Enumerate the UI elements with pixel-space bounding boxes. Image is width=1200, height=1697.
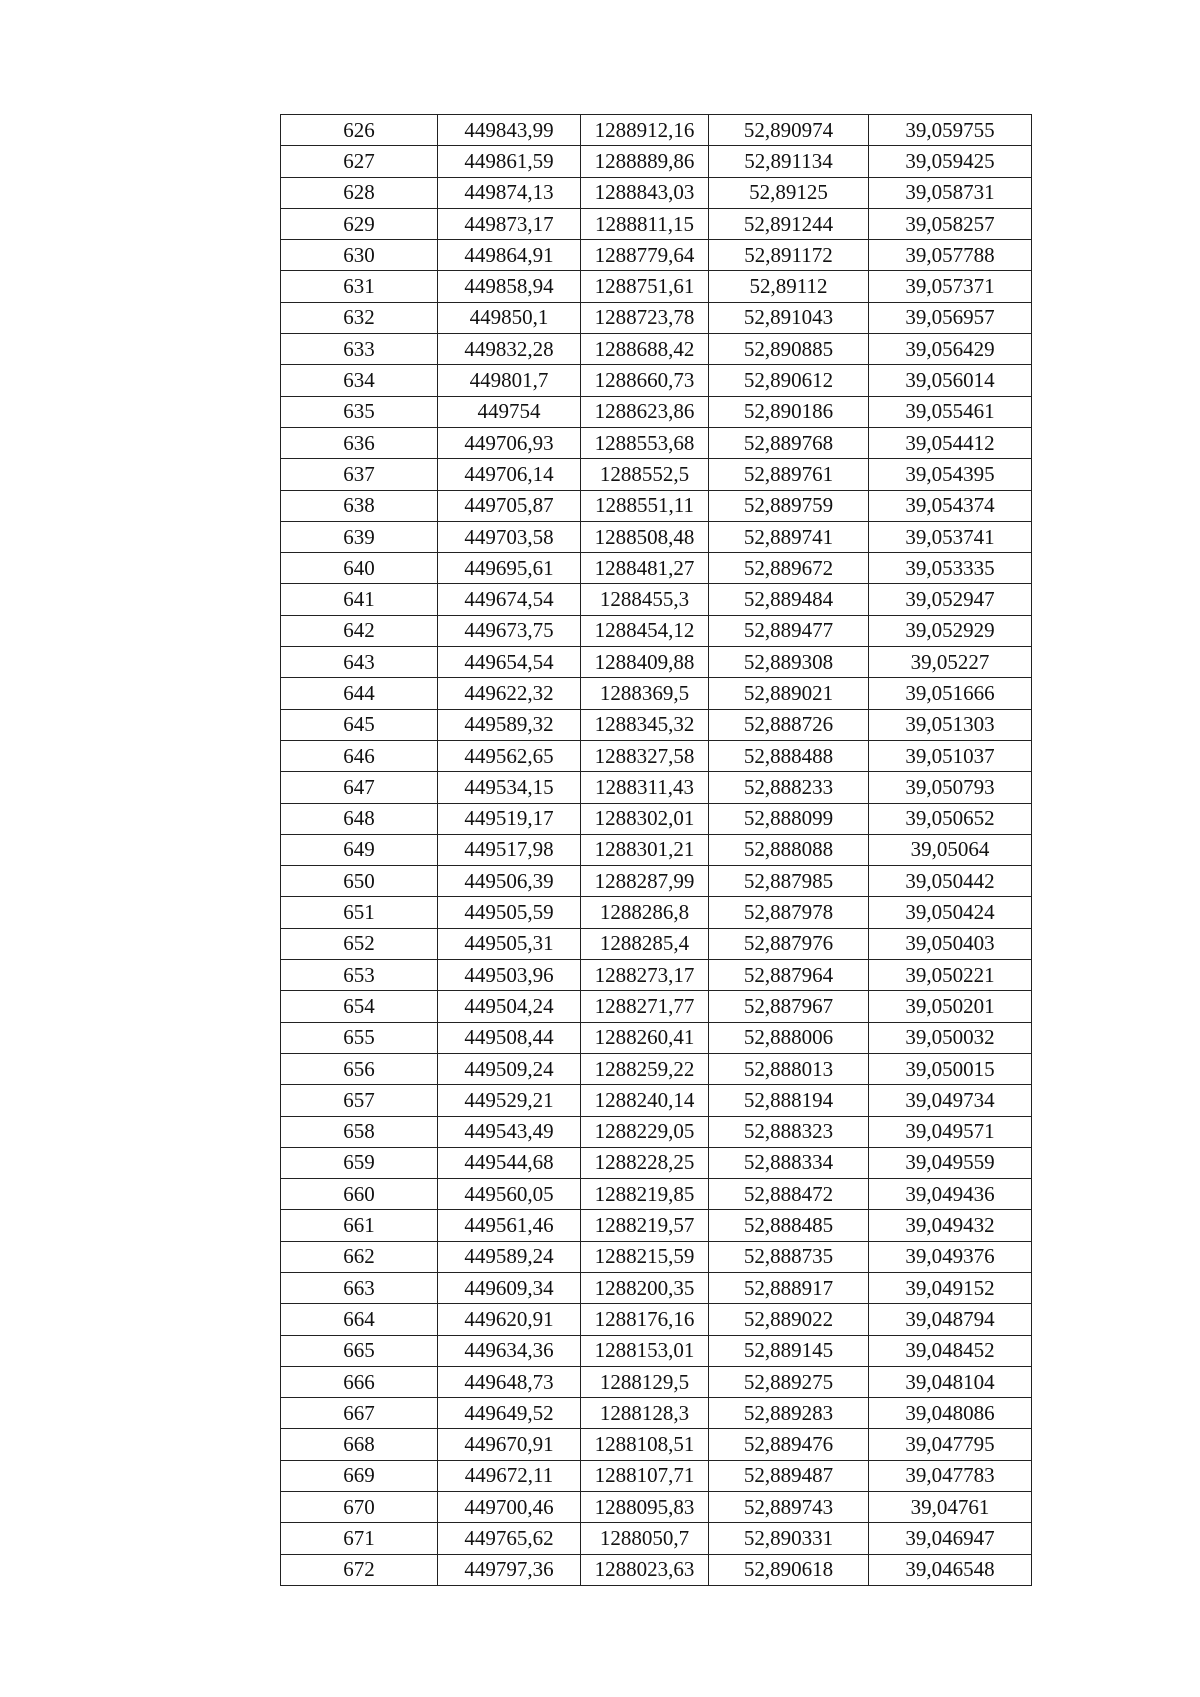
table-row xyxy=(281,1304,1032,1335)
point-number-cell: 646 xyxy=(281,740,438,771)
point-number-cell: 633 xyxy=(281,334,438,365)
longitude-cell: 39,051666 xyxy=(869,678,1032,709)
latitude-cell: 52,889761 xyxy=(709,459,869,490)
latitude-cell: 52,888488 xyxy=(709,740,869,771)
table-row xyxy=(281,1116,1032,1147)
x-coordinate-cell: 449754 xyxy=(438,396,581,427)
y-coordinate-cell: 1288285,4 xyxy=(581,928,709,959)
table-row xyxy=(281,991,1032,1022)
x-coordinate-cell: 449858,94 xyxy=(438,271,581,302)
point-number-cell: 632 xyxy=(281,302,438,333)
longitude-cell: 39,049734 xyxy=(869,1085,1032,1116)
x-coordinate-cell: 449648,73 xyxy=(438,1366,581,1397)
x-coordinate-cell: 449609,34 xyxy=(438,1272,581,1303)
longitude-cell: 39,050652 xyxy=(869,803,1032,834)
x-coordinate-cell: 449832,28 xyxy=(438,334,581,365)
longitude-cell: 39,05064 xyxy=(869,834,1032,865)
table-row xyxy=(281,553,1032,584)
point-number-cell: 650 xyxy=(281,866,438,897)
y-coordinate-cell: 1288552,5 xyxy=(581,459,709,490)
latitude-cell: 52,888099 xyxy=(709,803,869,834)
longitude-cell: 39,051303 xyxy=(869,709,1032,740)
y-coordinate-cell: 1288345,32 xyxy=(581,709,709,740)
longitude-cell: 39,059425 xyxy=(869,146,1032,177)
y-coordinate-cell: 1288095,83 xyxy=(581,1492,709,1523)
point-number-cell: 659 xyxy=(281,1147,438,1178)
y-coordinate-cell: 1288688,42 xyxy=(581,334,709,365)
latitude-cell: 52,889672 xyxy=(709,553,869,584)
latitude-cell: 52,888013 xyxy=(709,1053,869,1084)
latitude-cell: 52,888735 xyxy=(709,1241,869,1272)
x-coordinate-cell: 449674,54 xyxy=(438,584,581,615)
latitude-cell: 52,889022 xyxy=(709,1304,869,1335)
x-coordinate-cell: 449700,46 xyxy=(438,1492,581,1523)
latitude-cell: 52,890974 xyxy=(709,115,869,146)
table-row xyxy=(281,427,1032,458)
point-number-cell: 666 xyxy=(281,1366,438,1397)
x-coordinate-cell: 449505,31 xyxy=(438,928,581,959)
x-coordinate-cell: 449874,13 xyxy=(438,177,581,208)
y-coordinate-cell: 1288311,43 xyxy=(581,772,709,803)
y-coordinate-cell: 1288623,86 xyxy=(581,396,709,427)
latitude-cell: 52,888472 xyxy=(709,1179,869,1210)
longitude-cell: 39,057371 xyxy=(869,271,1032,302)
longitude-cell: 39,046548 xyxy=(869,1554,1032,1585)
y-coordinate-cell: 1288553,68 xyxy=(581,427,709,458)
point-number-cell: 667 xyxy=(281,1398,438,1429)
table-row xyxy=(281,271,1032,302)
latitude-cell: 52,890186 xyxy=(709,396,869,427)
latitude-cell: 52,889484 xyxy=(709,584,869,615)
longitude-cell: 39,049559 xyxy=(869,1147,1032,1178)
latitude-cell: 52,889477 xyxy=(709,615,869,646)
point-number-cell: 648 xyxy=(281,803,438,834)
y-coordinate-cell: 1288215,59 xyxy=(581,1241,709,1272)
table-row xyxy=(281,1210,1032,1241)
table-row xyxy=(281,740,1032,771)
longitude-cell: 39,04761 xyxy=(869,1492,1032,1523)
longitude-cell: 39,050201 xyxy=(869,991,1032,1022)
y-coordinate-cell: 1288811,15 xyxy=(581,208,709,239)
point-number-cell: 655 xyxy=(281,1022,438,1053)
longitude-cell: 39,050403 xyxy=(869,928,1032,959)
y-coordinate-cell: 1288219,57 xyxy=(581,1210,709,1241)
point-number-cell: 657 xyxy=(281,1085,438,1116)
point-number-cell: 628 xyxy=(281,177,438,208)
point-number-cell: 631 xyxy=(281,271,438,302)
table-row xyxy=(281,302,1032,333)
table-row xyxy=(281,866,1032,897)
x-coordinate-cell: 449873,17 xyxy=(438,208,581,239)
table-row xyxy=(281,1335,1032,1366)
x-coordinate-cell: 449706,93 xyxy=(438,427,581,458)
latitude-cell: 52,887964 xyxy=(709,960,869,991)
y-coordinate-cell: 1288327,58 xyxy=(581,740,709,771)
x-coordinate-cell: 449508,44 xyxy=(438,1022,581,1053)
table-row xyxy=(281,1492,1032,1523)
point-number-cell: 653 xyxy=(281,960,438,991)
longitude-cell: 39,053335 xyxy=(869,553,1032,584)
latitude-cell: 52,888194 xyxy=(709,1085,869,1116)
longitude-cell: 39,058731 xyxy=(869,177,1032,208)
table-row xyxy=(281,1053,1032,1084)
point-number-cell: 637 xyxy=(281,459,438,490)
y-coordinate-cell: 1288260,41 xyxy=(581,1022,709,1053)
table-row xyxy=(281,459,1032,490)
point-number-cell: 664 xyxy=(281,1304,438,1335)
table-row xyxy=(281,709,1032,740)
table-row xyxy=(281,1179,1032,1210)
latitude-cell: 52,891244 xyxy=(709,208,869,239)
table-row xyxy=(281,803,1032,834)
table-row xyxy=(281,146,1032,177)
table-row xyxy=(281,897,1032,928)
latitude-cell: 52,889741 xyxy=(709,521,869,552)
table-row xyxy=(281,1022,1032,1053)
point-number-cell: 645 xyxy=(281,709,438,740)
latitude-cell: 52,887978 xyxy=(709,897,869,928)
x-coordinate-cell: 449797,36 xyxy=(438,1554,581,1585)
x-coordinate-cell: 449544,68 xyxy=(438,1147,581,1178)
y-coordinate-cell: 1288271,77 xyxy=(581,991,709,1022)
y-coordinate-cell: 1288128,3 xyxy=(581,1398,709,1429)
x-coordinate-cell: 449705,87 xyxy=(438,490,581,521)
table-row xyxy=(281,1241,1032,1272)
x-coordinate-cell: 449703,58 xyxy=(438,521,581,552)
longitude-cell: 39,053741 xyxy=(869,521,1032,552)
y-coordinate-cell: 1288050,7 xyxy=(581,1523,709,1554)
latitude-cell: 52,889283 xyxy=(709,1398,869,1429)
x-coordinate-cell: 449562,65 xyxy=(438,740,581,771)
y-coordinate-cell: 1288108,51 xyxy=(581,1429,709,1460)
longitude-cell: 39,048794 xyxy=(869,1304,1032,1335)
table-row xyxy=(281,1398,1032,1429)
point-number-cell: 634 xyxy=(281,365,438,396)
longitude-cell: 39,056429 xyxy=(869,334,1032,365)
latitude-cell: 52,890612 xyxy=(709,365,869,396)
x-coordinate-cell: 449634,36 xyxy=(438,1335,581,1366)
y-coordinate-cell: 1288023,63 xyxy=(581,1554,709,1585)
point-number-cell: 640 xyxy=(281,553,438,584)
longitude-cell: 39,046947 xyxy=(869,1523,1032,1554)
x-coordinate-cell: 449695,61 xyxy=(438,553,581,584)
y-coordinate-cell: 1288481,27 xyxy=(581,553,709,584)
longitude-cell: 39,058257 xyxy=(869,208,1032,239)
coordinates-table-body xyxy=(281,115,1032,1586)
x-coordinate-cell: 449622,32 xyxy=(438,678,581,709)
y-coordinate-cell: 1288107,71 xyxy=(581,1460,709,1491)
latitude-cell: 52,890618 xyxy=(709,1554,869,1585)
latitude-cell: 52,888726 xyxy=(709,709,869,740)
x-coordinate-cell: 449543,49 xyxy=(438,1116,581,1147)
x-coordinate-cell: 449503,96 xyxy=(438,960,581,991)
longitude-cell: 39,050442 xyxy=(869,866,1032,897)
longitude-cell: 39,048452 xyxy=(869,1335,1032,1366)
x-coordinate-cell: 449864,91 xyxy=(438,240,581,271)
longitude-cell: 39,056014 xyxy=(869,365,1032,396)
y-coordinate-cell: 1288286,8 xyxy=(581,897,709,928)
point-number-cell: 670 xyxy=(281,1492,438,1523)
longitude-cell: 39,054412 xyxy=(869,427,1032,458)
latitude-cell: 52,889145 xyxy=(709,1335,869,1366)
point-number-cell: 656 xyxy=(281,1053,438,1084)
latitude-cell: 52,889743 xyxy=(709,1492,869,1523)
y-coordinate-cell: 1288369,5 xyxy=(581,678,709,709)
x-coordinate-cell: 449509,24 xyxy=(438,1053,581,1084)
point-number-cell: 663 xyxy=(281,1272,438,1303)
longitude-cell: 39,049436 xyxy=(869,1179,1032,1210)
point-number-cell: 627 xyxy=(281,146,438,177)
table-row xyxy=(281,1147,1032,1178)
x-coordinate-cell: 449560,05 xyxy=(438,1179,581,1210)
longitude-cell: 39,055461 xyxy=(869,396,1032,427)
longitude-cell: 39,050424 xyxy=(869,897,1032,928)
longitude-cell: 39,05227 xyxy=(869,647,1032,678)
y-coordinate-cell: 1288302,01 xyxy=(581,803,709,834)
point-number-cell: 636 xyxy=(281,427,438,458)
point-number-cell: 649 xyxy=(281,834,438,865)
longitude-cell: 39,059755 xyxy=(869,115,1032,146)
table-row xyxy=(281,1429,1032,1460)
table-row xyxy=(281,396,1032,427)
latitude-cell: 52,889021 xyxy=(709,678,869,709)
longitude-cell: 39,051037 xyxy=(869,740,1032,771)
x-coordinate-cell: 449534,15 xyxy=(438,772,581,803)
latitude-cell: 52,889308 xyxy=(709,647,869,678)
y-coordinate-cell: 1288219,85 xyxy=(581,1179,709,1210)
point-number-cell: 662 xyxy=(281,1241,438,1272)
longitude-cell: 39,050015 xyxy=(869,1053,1032,1084)
y-coordinate-cell: 1288301,21 xyxy=(581,834,709,865)
y-coordinate-cell: 1288273,17 xyxy=(581,960,709,991)
latitude-cell: 52,890885 xyxy=(709,334,869,365)
latitude-cell: 52,89112 xyxy=(709,271,869,302)
table-row xyxy=(281,615,1032,646)
longitude-cell: 39,054374 xyxy=(869,490,1032,521)
x-coordinate-cell: 449801,7 xyxy=(438,365,581,396)
table-row xyxy=(281,177,1032,208)
latitude-cell: 52,887985 xyxy=(709,866,869,897)
longitude-cell: 39,049376 xyxy=(869,1241,1032,1272)
y-coordinate-cell: 1288889,86 xyxy=(581,146,709,177)
longitude-cell: 39,049152 xyxy=(869,1272,1032,1303)
point-number-cell: 639 xyxy=(281,521,438,552)
latitude-cell: 52,888323 xyxy=(709,1116,869,1147)
point-number-cell: 651 xyxy=(281,897,438,928)
y-coordinate-cell: 1288409,88 xyxy=(581,647,709,678)
point-number-cell: 654 xyxy=(281,991,438,1022)
y-coordinate-cell: 1288843,03 xyxy=(581,177,709,208)
x-coordinate-cell: 449517,98 xyxy=(438,834,581,865)
point-number-cell: 647 xyxy=(281,772,438,803)
point-number-cell: 643 xyxy=(281,647,438,678)
point-number-cell: 641 xyxy=(281,584,438,615)
point-number-cell: 672 xyxy=(281,1554,438,1585)
longitude-cell: 39,049571 xyxy=(869,1116,1032,1147)
latitude-cell: 52,891134 xyxy=(709,146,869,177)
longitude-cell: 39,050793 xyxy=(869,772,1032,803)
longitude-cell: 39,050032 xyxy=(869,1022,1032,1053)
table-row xyxy=(281,1523,1032,1554)
latitude-cell: 52,889759 xyxy=(709,490,869,521)
longitude-cell: 39,048086 xyxy=(869,1398,1032,1429)
table-row xyxy=(281,521,1032,552)
latitude-cell: 52,888006 xyxy=(709,1022,869,1053)
y-coordinate-cell: 1288455,3 xyxy=(581,584,709,615)
y-coordinate-cell: 1288229,05 xyxy=(581,1116,709,1147)
x-coordinate-cell: 449861,59 xyxy=(438,146,581,177)
table-row xyxy=(281,240,1032,271)
point-number-cell: 658 xyxy=(281,1116,438,1147)
table-row xyxy=(281,584,1032,615)
table-row xyxy=(281,115,1032,146)
table-row xyxy=(281,365,1032,396)
longitude-cell: 39,056957 xyxy=(869,302,1032,333)
x-coordinate-cell: 449649,52 xyxy=(438,1398,581,1429)
point-number-cell: 644 xyxy=(281,678,438,709)
longitude-cell: 39,052929 xyxy=(869,615,1032,646)
point-number-cell: 665 xyxy=(281,1335,438,1366)
point-number-cell: 660 xyxy=(281,1179,438,1210)
table-row xyxy=(281,772,1032,803)
latitude-cell: 52,889768 xyxy=(709,427,869,458)
y-coordinate-cell: 1288240,14 xyxy=(581,1085,709,1116)
x-coordinate-cell: 449589,32 xyxy=(438,709,581,740)
y-coordinate-cell: 1288660,73 xyxy=(581,365,709,396)
y-coordinate-cell: 1288508,48 xyxy=(581,521,709,552)
point-number-cell: 668 xyxy=(281,1429,438,1460)
x-coordinate-cell: 449589,24 xyxy=(438,1241,581,1272)
x-coordinate-cell: 449850,1 xyxy=(438,302,581,333)
x-coordinate-cell: 449519,17 xyxy=(438,803,581,834)
x-coordinate-cell: 449843,99 xyxy=(438,115,581,146)
table-row xyxy=(281,1460,1032,1491)
point-number-cell: 661 xyxy=(281,1210,438,1241)
latitude-cell: 52,889275 xyxy=(709,1366,869,1397)
point-number-cell: 638 xyxy=(281,490,438,521)
x-coordinate-cell: 449673,75 xyxy=(438,615,581,646)
y-coordinate-cell: 1288287,99 xyxy=(581,866,709,897)
table-row xyxy=(281,334,1032,365)
x-coordinate-cell: 449506,39 xyxy=(438,866,581,897)
longitude-cell: 39,048104 xyxy=(869,1366,1032,1397)
table-row xyxy=(281,490,1032,521)
latitude-cell: 52,888334 xyxy=(709,1147,869,1178)
latitude-cell: 52,887967 xyxy=(709,991,869,1022)
x-coordinate-cell: 449654,54 xyxy=(438,647,581,678)
longitude-cell: 39,050221 xyxy=(869,960,1032,991)
table-row xyxy=(281,1272,1032,1303)
y-coordinate-cell: 1288723,78 xyxy=(581,302,709,333)
x-coordinate-cell: 449620,91 xyxy=(438,1304,581,1335)
latitude-cell: 52,888233 xyxy=(709,772,869,803)
point-number-cell: 671 xyxy=(281,1523,438,1554)
longitude-cell: 39,047795 xyxy=(869,1429,1032,1460)
table-row xyxy=(281,678,1032,709)
latitude-cell: 52,888088 xyxy=(709,834,869,865)
x-coordinate-cell: 449670,91 xyxy=(438,1429,581,1460)
point-number-cell: 629 xyxy=(281,208,438,239)
latitude-cell: 52,887976 xyxy=(709,928,869,959)
table-row xyxy=(281,1554,1032,1585)
table-row xyxy=(281,208,1032,239)
table-row xyxy=(281,834,1032,865)
x-coordinate-cell: 449672,11 xyxy=(438,1460,581,1491)
table-row xyxy=(281,1085,1032,1116)
x-coordinate-cell: 449504,24 xyxy=(438,991,581,1022)
x-coordinate-cell: 449706,14 xyxy=(438,459,581,490)
point-number-cell: 635 xyxy=(281,396,438,427)
y-coordinate-cell: 1288912,16 xyxy=(581,115,709,146)
y-coordinate-cell: 1288779,64 xyxy=(581,240,709,271)
longitude-cell: 39,047783 xyxy=(869,1460,1032,1491)
y-coordinate-cell: 1288228,25 xyxy=(581,1147,709,1178)
table-row xyxy=(281,960,1032,991)
longitude-cell: 39,057788 xyxy=(869,240,1032,271)
point-number-cell: 630 xyxy=(281,240,438,271)
table-row xyxy=(281,1366,1032,1397)
latitude-cell: 52,891043 xyxy=(709,302,869,333)
x-coordinate-cell: 449561,46 xyxy=(438,1210,581,1241)
latitude-cell: 52,888917 xyxy=(709,1272,869,1303)
y-coordinate-cell: 1288129,5 xyxy=(581,1366,709,1397)
x-coordinate-cell: 449505,59 xyxy=(438,897,581,928)
y-coordinate-cell: 1288551,11 xyxy=(581,490,709,521)
x-coordinate-cell: 449529,21 xyxy=(438,1085,581,1116)
y-coordinate-cell: 1288259,22 xyxy=(581,1053,709,1084)
latitude-cell: 52,890331 xyxy=(709,1523,869,1554)
point-number-cell: 652 xyxy=(281,928,438,959)
longitude-cell: 39,049432 xyxy=(869,1210,1032,1241)
latitude-cell: 52,889476 xyxy=(709,1429,869,1460)
y-coordinate-cell: 1288200,35 xyxy=(581,1272,709,1303)
longitude-cell: 39,054395 xyxy=(869,459,1032,490)
point-number-cell: 626 xyxy=(281,115,438,146)
point-number-cell: 669 xyxy=(281,1460,438,1491)
y-coordinate-cell: 1288454,12 xyxy=(581,615,709,646)
x-coordinate-cell: 449765,62 xyxy=(438,1523,581,1554)
coordinates-table xyxy=(280,114,1032,1586)
latitude-cell: 52,891172 xyxy=(709,240,869,271)
y-coordinate-cell: 1288176,16 xyxy=(581,1304,709,1335)
longitude-cell: 39,052947 xyxy=(869,584,1032,615)
latitude-cell: 52,888485 xyxy=(709,1210,869,1241)
latitude-cell: 52,89125 xyxy=(709,177,869,208)
latitude-cell: 52,889487 xyxy=(709,1460,869,1491)
y-coordinate-cell: 1288153,01 xyxy=(581,1335,709,1366)
table-row xyxy=(281,647,1032,678)
point-number-cell: 642 xyxy=(281,615,438,646)
table-row xyxy=(281,928,1032,959)
y-coordinate-cell: 1288751,61 xyxy=(581,271,709,302)
